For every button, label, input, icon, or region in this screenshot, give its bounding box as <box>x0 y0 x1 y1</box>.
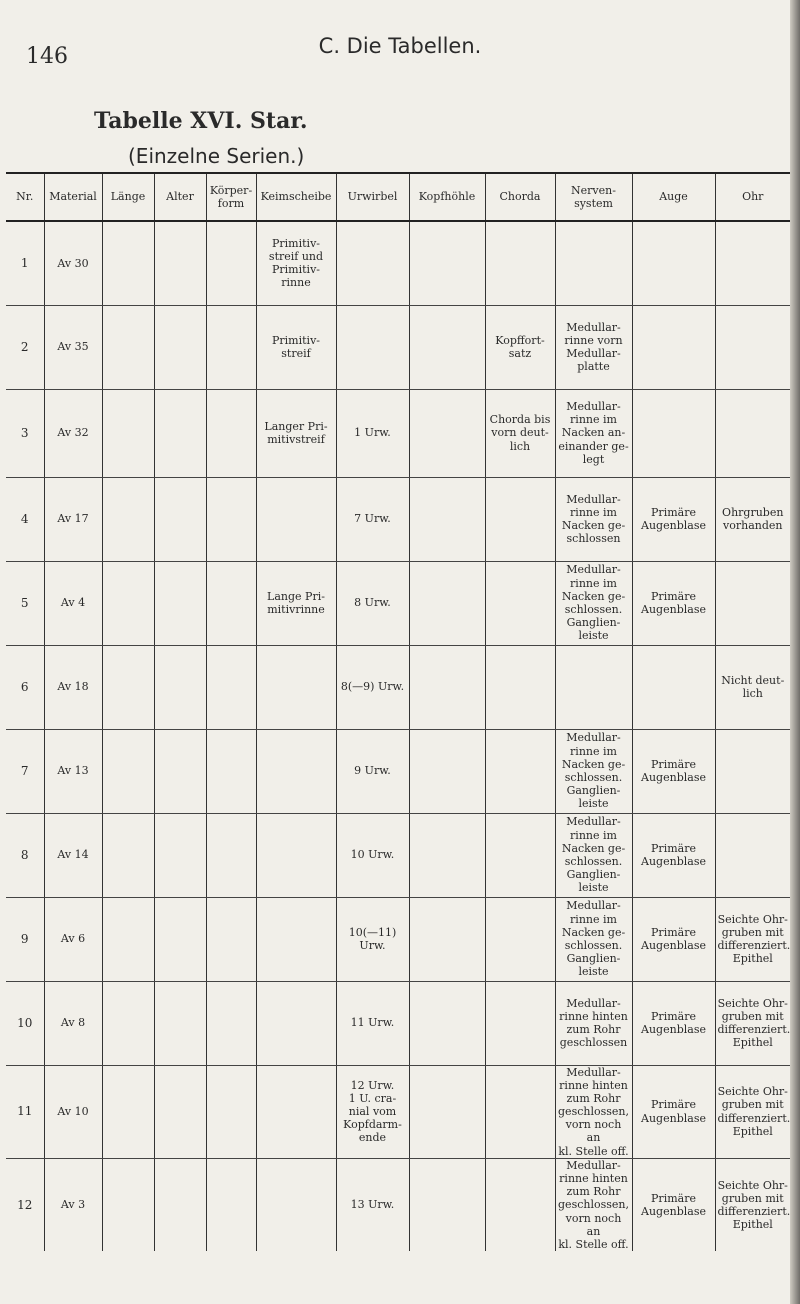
table-cell <box>485 561 555 645</box>
table-cell <box>336 305 409 389</box>
table-body <box>6 221 790 1251</box>
table-cell <box>102 561 154 645</box>
table-row <box>6 645 790 729</box>
table-cell <box>256 477 336 561</box>
column-header: Körper- form <box>206 173 256 221</box>
table-cell <box>206 897 256 981</box>
table-cell: Medullar- rinne im Nacken ge- schlossen. Ganglien- leiste <box>555 729 632 813</box>
table-cell <box>154 645 206 729</box>
page-edge-shadow <box>790 0 800 1304</box>
table-cell <box>256 645 336 729</box>
table-cell: Primäre Augenblase <box>632 1158 715 1251</box>
table-row <box>6 477 790 561</box>
table-row <box>6 389 790 477</box>
table-cell <box>154 561 206 645</box>
column-header: Chorda <box>485 173 555 221</box>
table-row <box>6 729 790 813</box>
table-cell <box>715 813 790 897</box>
table-cell: Langer Pri- mitivstreif <box>256 389 336 477</box>
column-header: Nerven- system <box>555 173 632 221</box>
table-cell <box>206 729 256 813</box>
table-cell <box>555 221 632 305</box>
table-cell: Lange Pri- mitivrinne <box>256 561 336 645</box>
table-cell <box>409 561 485 645</box>
table-cell <box>206 221 256 305</box>
table-cell <box>715 221 790 305</box>
table-cell <box>632 221 715 305</box>
table-cell <box>154 897 206 981</box>
column-header: Länge <box>102 173 154 221</box>
table-cell: Av 6 <box>44 897 102 981</box>
table-cell <box>102 221 154 305</box>
table-cell <box>154 981 206 1065</box>
table-cell: Primäre Augenblase <box>632 1065 715 1158</box>
table-cell: Medullar- rinne hinten zum Rohr geschlossen, vorn noch an kl. Stelle off. <box>555 1158 632 1251</box>
table-cell <box>409 897 485 981</box>
running-head: C. Die Tabellen. <box>318 34 482 58</box>
table-row <box>6 1065 790 1158</box>
table-cell <box>206 305 256 389</box>
table-cell: Seichte Ohr- gruben mit differenziert. Epithel <box>715 897 790 981</box>
row-number-cell: 8 <box>6 813 44 897</box>
table-cell: Primäre Augenblase <box>632 477 715 561</box>
table-cell <box>206 389 256 477</box>
table-cell: Medullar- rinne im Nacken ge- schlossen <box>555 477 632 561</box>
row-number-cell: 6 <box>6 645 44 729</box>
table-cell: Av 3 <box>44 1158 102 1251</box>
table-cell: 8(—9) Urw. <box>336 645 409 729</box>
table-cell <box>102 389 154 477</box>
table-cell: Primäre Augenblase <box>632 729 715 813</box>
table-cell <box>102 305 154 389</box>
table-cell <box>409 305 485 389</box>
row-number-cell: 12 <box>6 1158 44 1251</box>
table-cell <box>206 813 256 897</box>
table-subtitle: (Einzelne Serien.) <box>128 144 305 168</box>
table-row <box>6 221 790 305</box>
table-cell <box>154 389 206 477</box>
table-cell <box>409 813 485 897</box>
table-cell: Medullar- rinne im Nacken ge- schlossen. Ganglien- leiste <box>555 561 632 645</box>
table-cell <box>715 561 790 645</box>
table-cell <box>715 729 790 813</box>
table-cell: Medullar- rinne hinten zum Rohr geschlossen, vorn noch an kl. Stelle off. <box>555 1065 632 1158</box>
table-cell <box>485 897 555 981</box>
table-cell <box>154 1065 206 1158</box>
row-number-cell: 10 <box>6 981 44 1065</box>
row-number-cell: 11 <box>6 1065 44 1158</box>
table-cell: Av 32 <box>44 389 102 477</box>
table-cell <box>102 477 154 561</box>
column-header: Auge <box>632 173 715 221</box>
table-cell <box>485 1065 555 1158</box>
table-cell <box>409 477 485 561</box>
table-cell <box>206 981 256 1065</box>
table-cell <box>409 981 485 1065</box>
table-cell <box>409 1158 485 1251</box>
table-cell: Seichte Ohr- gruben mit differenziert. Epithel <box>715 1065 790 1158</box>
table-cell <box>102 813 154 897</box>
table-cell <box>102 981 154 1065</box>
table-row <box>6 897 790 981</box>
table-cell: Primitiv- streif und Primitiv- rinne <box>256 221 336 305</box>
table-cell <box>715 305 790 389</box>
table-cell: Medullar- rinne im Nacken ge- schlossen. Ganglien- leiste <box>555 897 632 981</box>
table-cell: Nicht deut- lich <box>715 645 790 729</box>
table-cell: Av 13 <box>44 729 102 813</box>
table-cell <box>154 813 206 897</box>
column-header: Material <box>44 173 102 221</box>
table-cell <box>102 897 154 981</box>
table-cell: Medullar- rinne im Nacken ge- schlossen. Ganglien- leiste <box>555 813 632 897</box>
table-cell: 10(—11) Urw. <box>336 897 409 981</box>
row-number-cell: 3 <box>6 389 44 477</box>
table-cell: Primitiv- streif <box>256 305 336 389</box>
table-cell: Av 30 <box>44 221 102 305</box>
table-cell: Kopffort- satz <box>485 305 555 389</box>
table-cell <box>409 389 485 477</box>
table-cell: 8 Urw. <box>336 561 409 645</box>
table-cell: Medullar- rinne im Nacken an- einander ge- legt <box>555 389 632 477</box>
table-cell <box>102 729 154 813</box>
column-header: Urwirbel <box>336 173 409 221</box>
row-number-cell: 4 <box>6 477 44 561</box>
table-cell: 7 Urw. <box>336 477 409 561</box>
table-cell: 11 Urw. <box>336 981 409 1065</box>
row-number-cell: 7 <box>6 729 44 813</box>
table-cell <box>154 221 206 305</box>
table-cell: Av 4 <box>44 561 102 645</box>
table-cell <box>485 645 555 729</box>
table-row <box>6 1158 790 1251</box>
table-row <box>6 305 790 389</box>
table-cell <box>256 729 336 813</box>
row-number-cell: 5 <box>6 561 44 645</box>
table-cell <box>409 729 485 813</box>
table-cell: Av 17 <box>44 477 102 561</box>
table-cell <box>256 813 336 897</box>
table-cell: Seichte Ohr- gruben mit differenziert. Epithel <box>715 981 790 1065</box>
table-cell <box>102 1065 154 1158</box>
table-cell: 1 Urw. <box>336 389 409 477</box>
table-cell: Primäre Augenblase <box>632 813 715 897</box>
table-header-row <box>6 173 790 221</box>
table-cell <box>632 645 715 729</box>
table-cell: Seichte Ohr- gruben mit differenziert. Epithel <box>715 1158 790 1251</box>
table-cell <box>256 1158 336 1251</box>
table-cell <box>154 1158 206 1251</box>
row-number-cell: 2 <box>6 305 44 389</box>
star-series-table <box>6 172 790 1251</box>
table-cell <box>256 981 336 1065</box>
table-cell <box>154 477 206 561</box>
column-header: Keimscheibe <box>256 173 336 221</box>
table-cell: Av 35 <box>44 305 102 389</box>
page-number: 146 <box>26 44 68 69</box>
table-cell <box>485 477 555 561</box>
table-cell <box>256 1065 336 1158</box>
table-cell: 13 Urw. <box>336 1158 409 1251</box>
table-row <box>6 981 790 1065</box>
row-number-cell: 9 <box>6 897 44 981</box>
table-cell: 10 Urw. <box>336 813 409 897</box>
column-header: Alter <box>154 173 206 221</box>
table-cell: Av 8 <box>44 981 102 1065</box>
table-cell <box>206 561 256 645</box>
table-cell <box>485 981 555 1065</box>
table-cell <box>485 221 555 305</box>
table-cell <box>206 645 256 729</box>
table-cell <box>154 305 206 389</box>
table-cell <box>632 305 715 389</box>
table-cell: Medullar- rinne vorn Medullar- platte <box>555 305 632 389</box>
table-cell <box>632 389 715 477</box>
table-cell <box>715 389 790 477</box>
column-header: Ohr <box>715 173 790 221</box>
table-cell: Av 18 <box>44 645 102 729</box>
table-cell <box>409 1065 485 1158</box>
table-cell: 12 Urw. 1 U. cra- nial vom Kopfdarm- ende <box>336 1065 409 1158</box>
table-cell <box>206 1158 256 1251</box>
table-cell: Chorda bis vorn deut- lich <box>485 389 555 477</box>
table-row <box>6 813 790 897</box>
table-cell <box>409 645 485 729</box>
table-cell <box>336 221 409 305</box>
table-cell: Primäre Augenblase <box>632 897 715 981</box>
table-cell <box>102 645 154 729</box>
table-cell <box>256 897 336 981</box>
table-cell: Av 10 <box>44 1065 102 1158</box>
table-cell: Medullar- rinne hinten zum Rohr geschlossen <box>555 981 632 1065</box>
table-cell: Primäre Augenblase <box>632 561 715 645</box>
table-cell <box>409 221 485 305</box>
table-cell: Primäre Augenblase <box>632 981 715 1065</box>
table-cell <box>485 1158 555 1251</box>
table-cell <box>485 813 555 897</box>
row-number-cell: 1 <box>6 221 44 305</box>
table-row <box>6 561 790 645</box>
table-cell <box>102 1158 154 1251</box>
table-cell <box>206 477 256 561</box>
table-title: Tabelle XVI. Star. <box>94 108 308 134</box>
column-header: Kopfhöhle <box>409 173 485 221</box>
table-cell: 9 Urw. <box>336 729 409 813</box>
column-header: Nr. <box>6 173 44 221</box>
table-cell: Ohrgruben vorhanden <box>715 477 790 561</box>
table-cell <box>206 1065 256 1158</box>
table-cell <box>485 729 555 813</box>
table-cell <box>555 645 632 729</box>
table-cell <box>154 729 206 813</box>
table-cell: Av 14 <box>44 813 102 897</box>
